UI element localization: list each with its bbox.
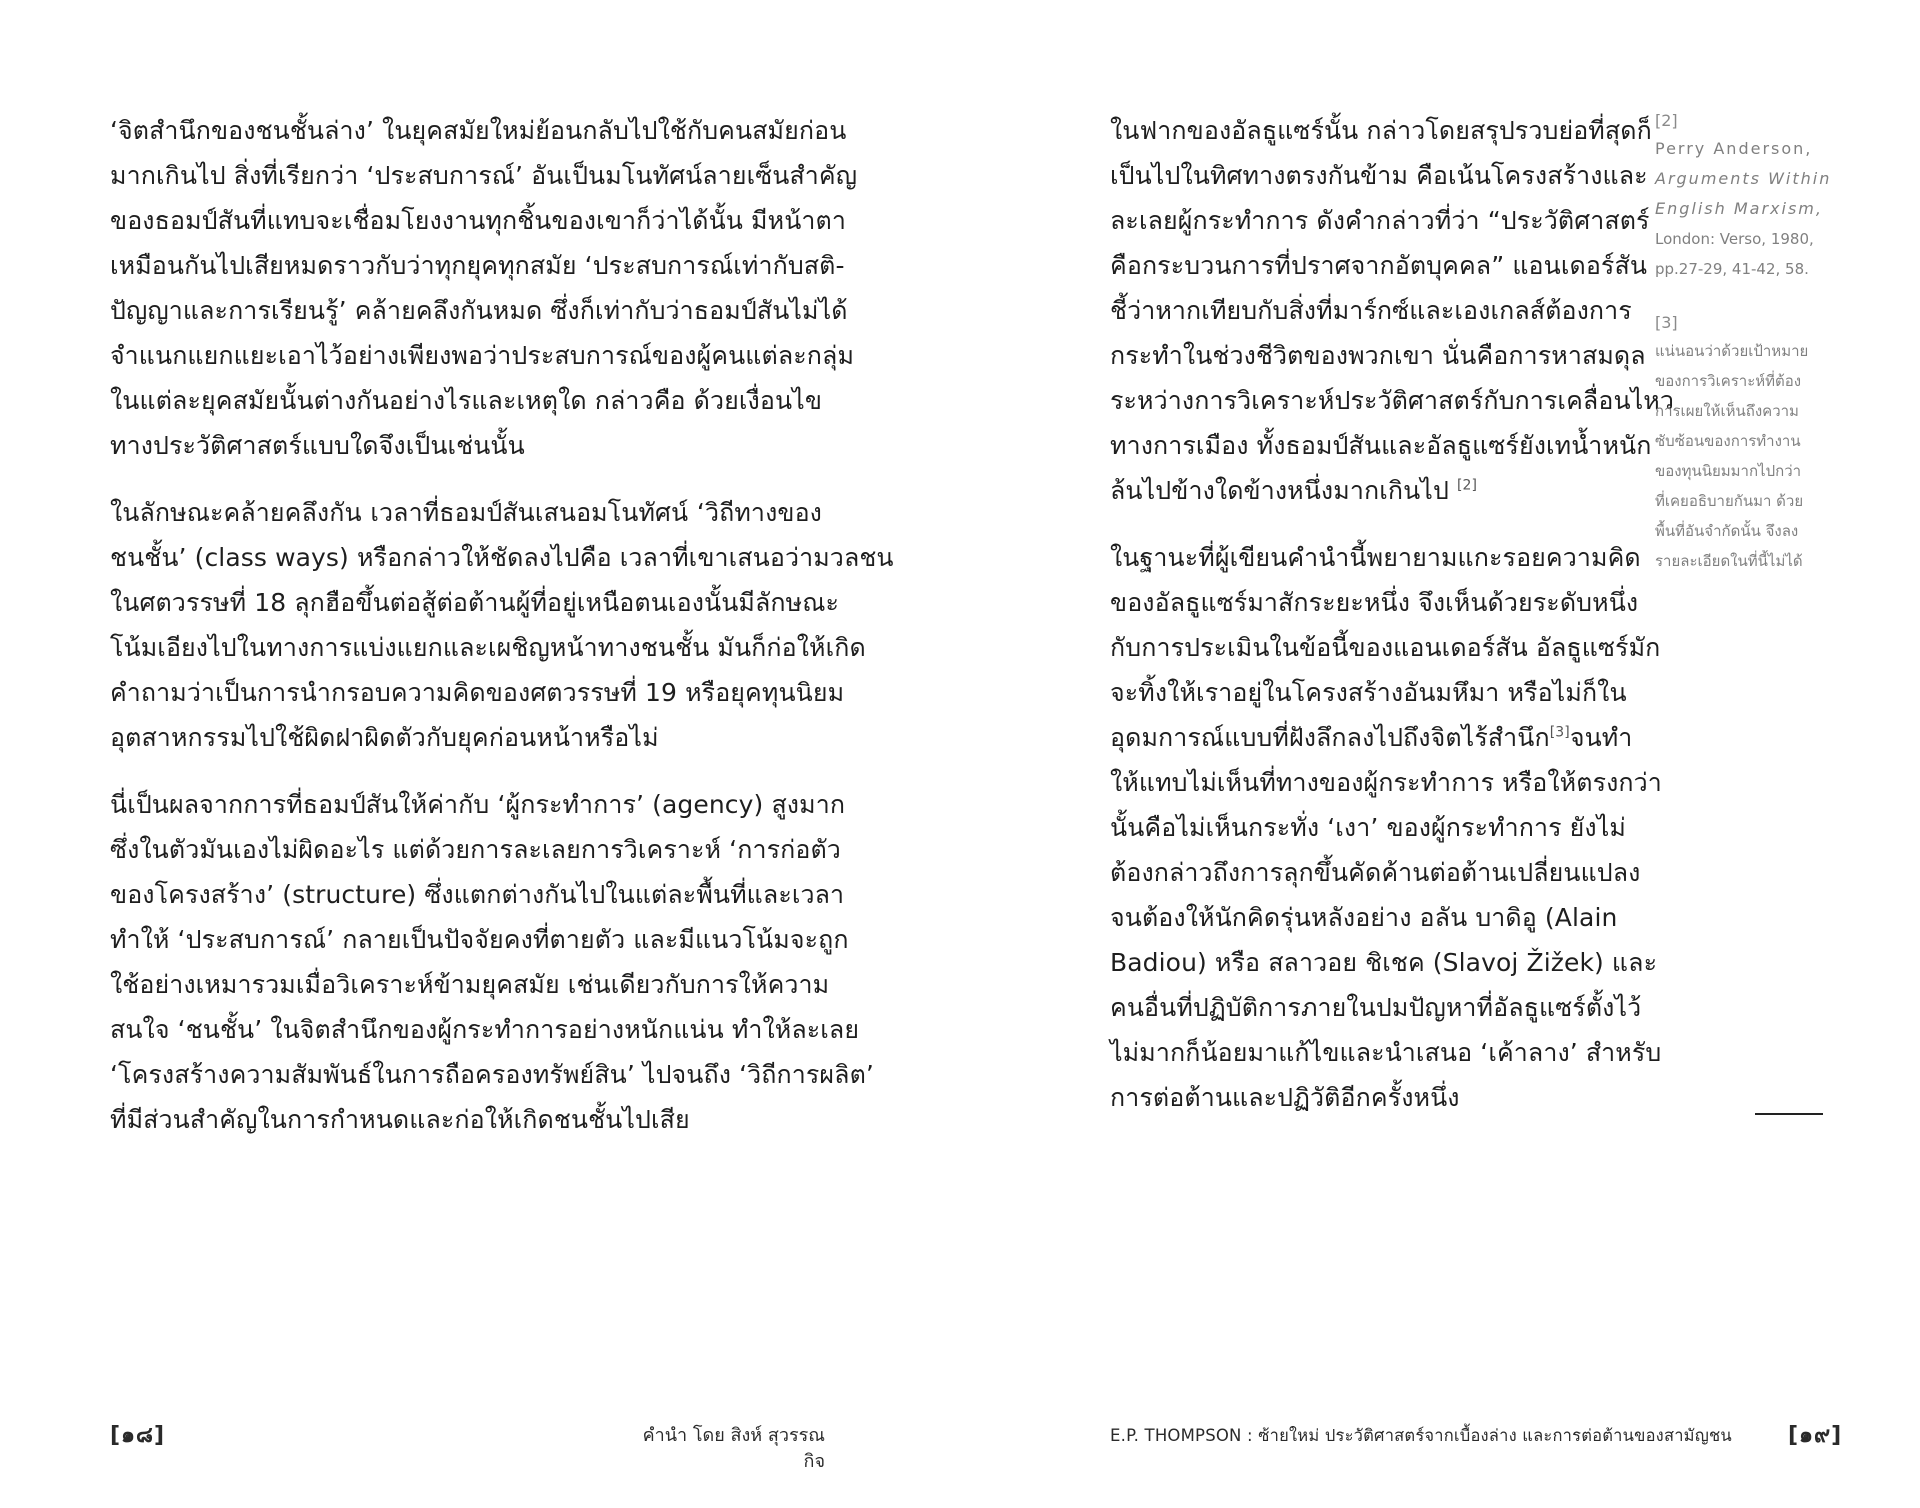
- text-line: ปัญญาและการเรียนรู้’ คล้ายคลึงกันหมด ซึ่งก็เท่ากับว่าธอมป์สันไม่ได้: [110, 296, 848, 325]
- left-page-number: [๑๘]: [110, 1423, 166, 1448]
- text-line: นี่เป็นผลจากการที่ธอมป์สันให้ค่ากับ ‘ผู้กระทำการ’ (agency) สูงมาก: [110, 790, 846, 819]
- text-line: ให้แทบไม่เห็นที่ทางของผู้กระทำการ หรือให้ตรงกว่า: [1110, 768, 1662, 797]
- text-line: ในฟากของอัลธูแซร์นั้น กล่าวโดยสรุปรวบย่อที่สุดก็: [1110, 116, 1652, 145]
- right-page-number: [๑๙]: [1788, 1423, 1843, 1448]
- footnote-ref-2[interactable]: [2]: [1456, 477, 1478, 494]
- text-line: อุตสาหกรรมไปใช้ผิดฝาผิดตัวกับยุคก่อนหน้าหรือไม่: [110, 723, 659, 752]
- text-line: ในลักษณะคล้ายคลึงกัน เวลาที่ธอมป์สันเสนอมโนทัศน์ ‘วิถีทางของ: [110, 498, 822, 527]
- text-line: [1110, 715, 1633, 760]
- section-end-rule: [1755, 1113, 1823, 1115]
- text-line: ชี้ว่าหากเทียบกับสิ่งที่มาร์กซ์และเองเกลส์ต้องการ: [1110, 296, 1632, 325]
- sidenote-line: English Marxism,: [1655, 199, 1823, 218]
- right-paragraph-2: [1110, 535, 1662, 1120]
- text-line-tail: จนทำ: [1569, 723, 1633, 752]
- sidenote-line: ที่เคยอธิบายกันมา ด้วย: [1655, 492, 1804, 510]
- text-line: ซึ่งในตัวมันเองไม่ผิดอะไร แต่ด้วยการละเลยการวิเคราะห์ ‘การก่อตัว: [110, 835, 841, 864]
- text-line-content: อุดมการณ์แบบที่ฝังลึกลงไปถึงจิตไร้สำนึก: [1110, 723, 1550, 752]
- text-line: การต่อต้านและปฏิวัติอีกครั้งหนึ่ง: [1110, 1083, 1460, 1112]
- sidenote-line: Perry Anderson,: [1655, 139, 1813, 158]
- text-line: ทางประวัติศาสตร์แบบใดจึงเป็นเช่นนั้น: [110, 431, 525, 460]
- text-line: ละเลยผู้กระทำการ ดังคำกล่าวที่ว่า “ประวัติศาสตร์: [1110, 206, 1650, 235]
- text-line: เหมือนกันไปเสียหมดราวกับว่าทุกยุคทุกสมัย ‘ประสบการณ์เท่ากับสติ-: [110, 251, 845, 280]
- text-line: กับการประเมินในข้อนี้ของแอนเดอร์สัน อัลธูแซร์มัก: [1110, 633, 1661, 662]
- sidenote-label: [3]: [1655, 313, 1678, 332]
- text-line: คำถามว่าเป็นการนำกรอบความคิดของศตวรรษที่ 19 หรือยุคทุนนิยม: [110, 678, 845, 707]
- text-line: ระหว่างการวิเคราะห์ประวัติศาสตร์กับการเคลื่อนไหว: [1110, 386, 1675, 415]
- right-running-title: E.P. THOMPSON : ซ้ายใหม่ ประวัติศาสตร์จากเบื้องล่าง และการต่อต้านของสามัญชน: [1110, 1426, 1732, 1445]
- sidenote-2: [1655, 108, 1833, 284]
- sidenote-line: แน่นอนว่าด้วยเป้าหมาย: [1655, 342, 1809, 360]
- sidenote-line: Arguments Within: [1655, 169, 1832, 188]
- text-line: คนอื่นที่ปฏิบัติการภายในปมปัญหาที่อัลธูแซร์ตั้งไว้: [1110, 993, 1642, 1022]
- sidenote-line: ของการวิเคราะห์ที่ต้อง: [1655, 372, 1802, 390]
- left-running-title: คำนำ โดย สิงห์ สุวรรณกิจ: [642, 1425, 825, 1472]
- text-line: ของโครงสร้าง’ (structure) ซึ่งแตกต่างกันไปในแต่ละพื้นที่และเวลา: [110, 880, 845, 909]
- text-line: ที่มีส่วนสำคัญในการกำหนดและก่อให้เกิดชนชั้นไปเสีย: [110, 1105, 690, 1134]
- text-line: ชนชั้น’ (class ways) หรือกล่าวให้ชัดลงไปคือ เวลาที่เขาเสนอว่ามวลชน: [110, 543, 894, 572]
- text-line: ใช้อย่างเหมารวมเมื่อวิเคราะห์ข้ามยุคสมัย เช่นเดียวกับการให้ความ: [110, 970, 830, 999]
- text-line: ในแต่ละยุคสมัยนั้นต่างกันอย่างไรและเหตุใด กล่าวคือ ด้วยเงื่อนไข: [110, 386, 823, 415]
- right-paragraph-1: [1110, 108, 1675, 513]
- right-page: [960, 0, 1920, 1508]
- text-line: เป็นไปในทิศทางตรงกันข้าม คือเน้นโครงสร้างและ: [1110, 161, 1648, 190]
- left-paragraph-1: [110, 108, 858, 468]
- text-line: จำแนกแยกแยะเอาไว้อย่างเพียงพอว่าประสบการณ์ของผู้คนแต่ละกลุ่ม: [110, 341, 855, 370]
- text-line: นั้นคือไม่เห็นกระทั่ง ‘เงา’ ของผู้กระทำการ ยังไม่: [1110, 813, 1626, 842]
- text-line: ‘จิตสำนึกของชนชั้นล่าง’ ในยุคสมัยใหม่ย้อนกลับไปใช้กับคนสมัยก่อน: [110, 116, 847, 145]
- text-line-content: ล้นไปข้างใดข้างหนึ่งมากเกินไป: [1110, 476, 1449, 505]
- text-line: มากเกินไป สิ่งที่เรียกว่า ‘ประสบการณ์’ อันเป็นมโนทัศน์ลายเซ็นสำคัญ: [110, 161, 858, 190]
- sidenote-line: รายละเอียดในที่นี้ไม่ได้: [1655, 552, 1803, 570]
- sidenote-line: London: Verso, 1980,: [1655, 230, 1814, 248]
- sidenote-label: [2]: [1655, 111, 1678, 130]
- text-line: ไม่มากก็น้อยมาแก้ไขและนำเสนอ ‘เค้าลาง’ สำหรับ: [1110, 1038, 1662, 1067]
- sidenote-line: การเผยให้เห็นถึงความ: [1655, 402, 1799, 420]
- text-line: ‘โครงสร้างความสัมพันธ์ในการถือครองทรัพย์สิน’ ไปจนถึง ‘วิถีการผลิต’: [110, 1060, 874, 1089]
- right-body-text: [1110, 108, 1675, 1142]
- text-line: ของอัลธูแซร์มาสักระยะหนึ่ง จึงเห็นด้วยระดับหนึ่ง: [1110, 588, 1639, 617]
- text-line: ทำให้ ‘ประสบการณ์’ กลายเป็นปัจจัยคงที่ตายตัว และมีแนวโน้มจะถูก: [110, 925, 849, 954]
- sidenote-line: พื้นที่อันจำกัดนั้น จึงลง: [1655, 522, 1799, 540]
- text-line: คือกระบวนการที่ปราศจากอัตบุคคล” แอนเดอร์สัน: [1110, 251, 1648, 280]
- text-line: ทางการเมือง ทั้งธอมป์สันและอัลธูแซร์ยังเทน้ำหนัก: [1110, 431, 1652, 460]
- text-line: จะทิ้งให้เราอยู่ในโครงสร้างอันมหึมา หรือไม่ก็ใน: [1110, 678, 1627, 707]
- text-line: Badiou) หรือ สลาวอย ชิเชค (Slavoj Žižek) และ: [1110, 948, 1658, 977]
- sidenote-line: ซับซ้อนของการทำงาน: [1655, 432, 1801, 450]
- footnote-ref-3[interactable]: [3]: [1549, 724, 1570, 741]
- left-paragraph-3: [110, 782, 874, 1142]
- text-line: สนใจ ‘ชนชั้น’ ในจิตสำนึกของผู้กระทำการอย่างหนักแน่น ทำให้ละเลย: [110, 1015, 860, 1044]
- text-line: ต้องกล่าวถึงการลุกขึ้นคัดค้านต่อต้านเปลี่ยนแปลง: [1110, 858, 1641, 887]
- text-line: ในศตวรรษที่ 18 ลุกฮือขึ้นต่อสู้ต่อต้านผู้ที่อยู่เหนือตนเองนั้นมีลักษณะ: [110, 588, 840, 617]
- left-body-text: [110, 108, 894, 1164]
- sidenote-line: ของทุนนิยมมากไปกว่า: [1655, 462, 1802, 480]
- text-line: โน้มเอียงไปในทางการแบ่งแยกและเผชิญหน้าทางชนชั้น มันก็ก่อให้เกิด: [110, 633, 866, 662]
- text-line: [1110, 468, 1586, 513]
- sidenotes-column: [1655, 108, 1833, 602]
- text-line: จนต้องให้นักคิดรุ่นหลังอย่าง อลัน บาดิอู (Alain: [1110, 903, 1618, 932]
- text-line: ในฐานะที่ผู้เขียนคำนำนี้พยายามแกะรอยความคิด: [1110, 543, 1641, 572]
- text-line: ของธอมป์สันที่แทบจะเชื่อมโยงงานทุกชิ้นของเขาก็ว่าได้นั้น มีหน้าตา: [110, 206, 846, 235]
- sidenote-line: pp.27-29, 41-42, 58.: [1655, 260, 1809, 278]
- sidenote-3: [1655, 310, 1833, 576]
- text-line: กระทำในช่วงชีวิตของพวกเขา นั่นคือการหาสมดุล: [1110, 341, 1646, 370]
- left-paragraph-2: [110, 490, 894, 760]
